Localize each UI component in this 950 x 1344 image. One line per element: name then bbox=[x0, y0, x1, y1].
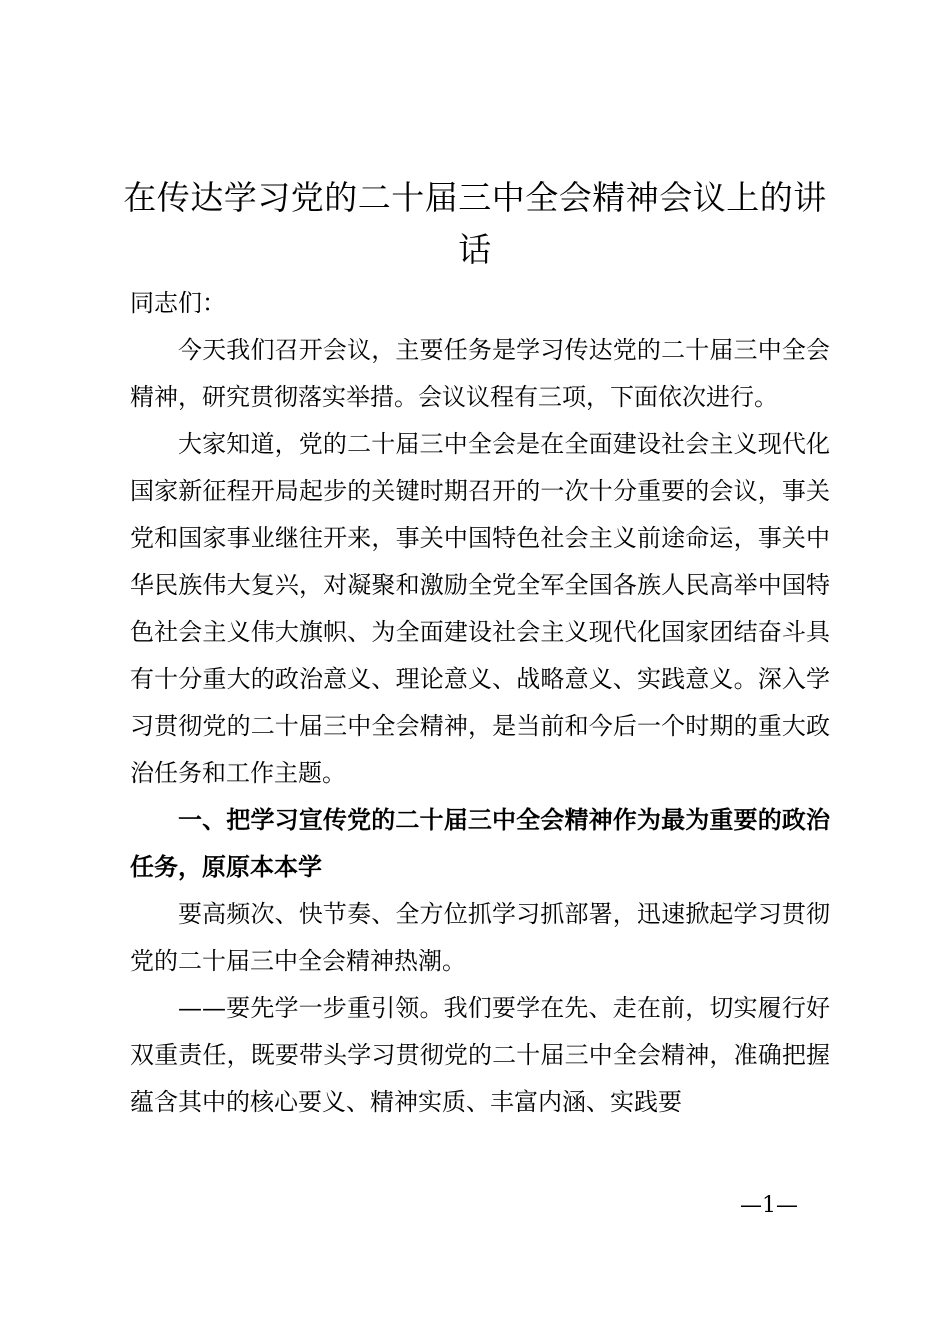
page-number: —1— bbox=[740, 1193, 798, 1218]
section-heading-1: 一、把学习宣传党的二十届三中全会精神作为最为重要的政治任务，原原本本学 bbox=[130, 806, 830, 881]
salutation: 同志们： bbox=[130, 289, 226, 317]
paragraph-3: 要高频次、快节奏、全方位抓学习抓部署，迅速掀起学习贯彻党的二十届三中全会精神热潮。 bbox=[130, 900, 830, 975]
document-title: 在传达学习党的二十届三中全会精神会议上的讲话 bbox=[123, 178, 827, 269]
paragraph-1: 今天我们召开会议，主要任务是学习传达党的二十届三中全会精神，研究贯彻落实举措。会议议程有三项，下面依次进行。 bbox=[130, 336, 830, 411]
paragraph-2: 大家知道，党的二十届三中全会是在全面建设社会主义现代化国家新征程开局起步的关键时期召开的一次十分重要的会议，事关党和国家事业继往开来，事关中国特色社会主义前途命运，事关中华民族伟大复兴，对凝聚和激励全党全军全国各族人民高举中国特色社会主义伟大旗帜、为全面建设社会主义现代化国家团结奋斗具有十分重大的政治意义、理论意义、战略意义、实践意义。深入学习贯彻党的二十届三中全会精神，是当前和今后一个时期的重大政治任务和工作主题。 bbox=[130, 430, 830, 787]
document-body bbox=[130, 280, 830, 1126]
paragraph-4: ——要先学一步重引领。我们要学在先、走在前，切实履行好双重责任，既要带头学习贯彻党的二十届三中全会精神，准确把握蕴含其中的核心要义、精神实质、丰富内涵、实践要 bbox=[130, 994, 830, 1116]
